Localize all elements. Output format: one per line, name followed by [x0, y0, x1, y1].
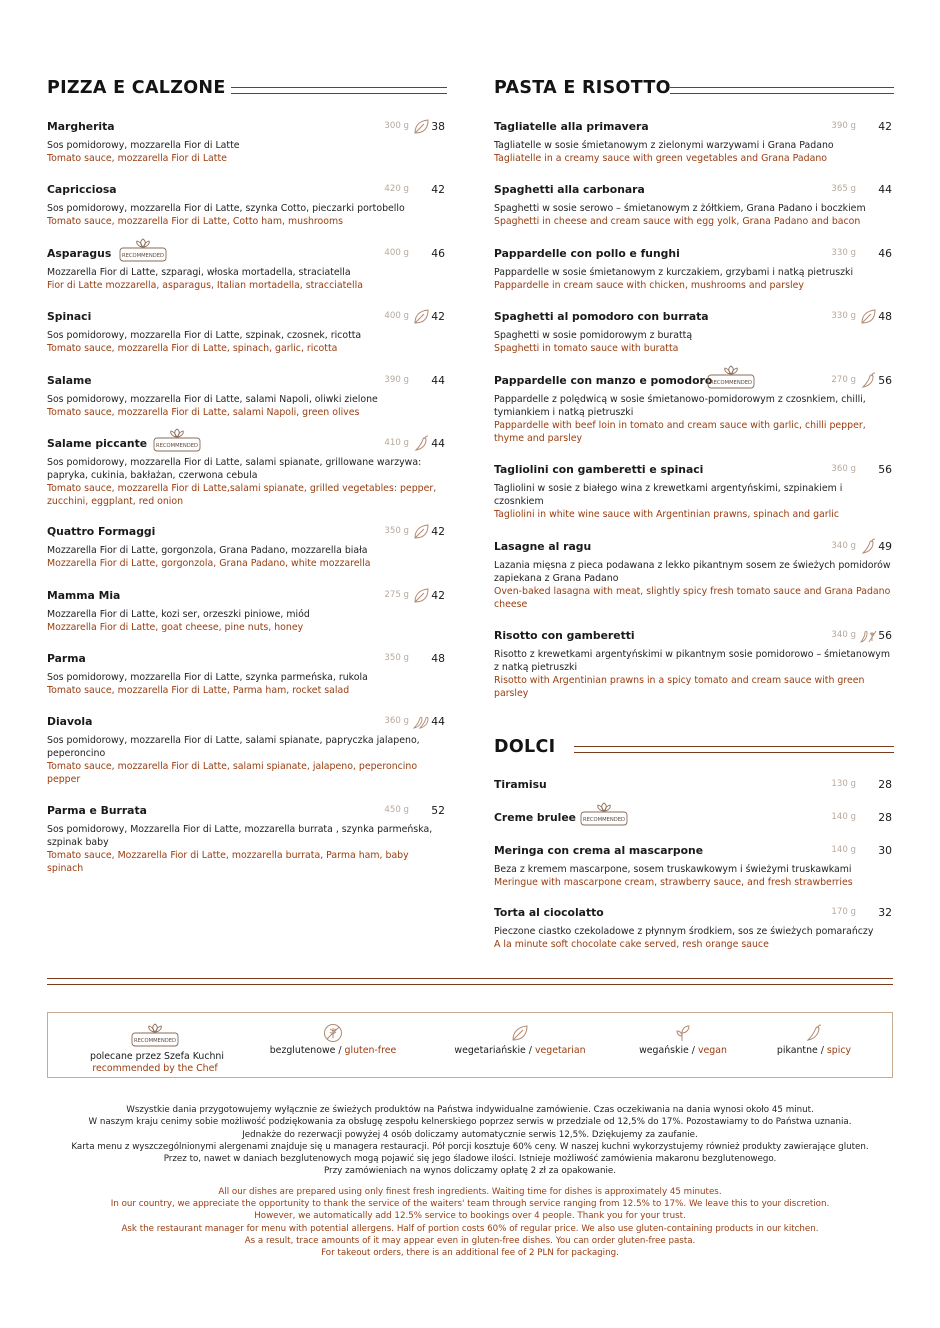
menu-item	[494, 778, 894, 794]
dish-description-pl: Sos pomidorowy, mozzarella Fior di Latte, salami spianate, grillowane warzywa: papryka, cukinia, bakłażan, czerwona cebula	[47, 457, 422, 481]
chili-pepper-icon	[860, 538, 877, 555]
dish-description-pl: Pappardelle z polędwicą w sosie śmietanowo-pomidorowym z czosnkiem, chilli, tymiankiem i natką pietruszki	[494, 394, 866, 418]
dish-description-en: Tomato sauce, mozzarella Fior di Latte, salami spianate, jalapeno, peperoncino pepper	[47, 761, 418, 785]
dish-price: 46	[878, 247, 892, 260]
pizza-section-title: PIZZA E CALZONE	[47, 78, 226, 98]
legend-spicy-pl: pikantne /	[776, 1045, 827, 1056]
dish-name: Spaghetti alla carbonara	[494, 183, 645, 196]
dish-name: Margherita	[47, 120, 115, 133]
menu-item	[47, 804, 447, 875]
dish-description-pl: Tagliatelle w sosie śmietanowym z zielonymi warzywami i Grana Padano	[494, 140, 834, 151]
legend-spicy	[764, 1023, 864, 1057]
notes-block	[30, 1104, 910, 1260]
note-pl-line: Przy zamówieniach na wynos doliczamy opłatę 2 zł za opakowanie.	[323, 1166, 617, 1177]
dish-price: 42	[431, 525, 445, 538]
menu-item	[47, 183, 447, 228]
dish-description-pl: Sos pomidorowy, Mozzarella Fior di Latte, mozzarella burrata , szynka parmeńska, szpinak baby	[47, 824, 433, 848]
note-en-line: In our country, we appreciate the opportunity to thank the service of the waiters' team through service ranging from 12.5% to 17%. We leave this to your discretion.	[110, 1199, 830, 1210]
vegetarian-leaf-icon	[413, 308, 430, 325]
dish-description-en: Pappardelle with beef loin in tomato and cream sauce with garlic, chilli pepper, thyme and parsley	[494, 420, 866, 444]
dish-weight: 365 g	[831, 184, 856, 194]
dish-description-en: Spaghetti in tomato sauce with buratta	[494, 343, 679, 354]
menu-item	[47, 374, 447, 419]
menu-item	[494, 310, 894, 355]
menu-item	[494, 906, 894, 951]
dish-name: Diavola	[47, 715, 93, 728]
dish-name: Meringa con crema al mascarpone	[494, 844, 704, 857]
dish-weight: 400 g	[384, 311, 409, 321]
vegetarian-leaf-icon	[860, 308, 877, 325]
dish-weight: 330 g	[831, 248, 856, 258]
dish-description-en: Tomato sauce, mozzarella Fior di Latte, spinach, garlic, ricotta	[47, 343, 338, 354]
menu-item	[47, 589, 447, 634]
pizza-section-header	[47, 78, 447, 108]
dish-description-en: Mozzarella Fior di Latte, goat cheese, pine nuts, honey	[47, 622, 304, 633]
svg-text:RECOMMENDED: RECOMMENDED	[156, 443, 198, 449]
dish-name: Pappardelle con pollo e funghi	[494, 247, 680, 260]
dish-weight: 330 g	[831, 311, 856, 321]
chili-pepper-icon	[804, 1023, 824, 1043]
menu-item	[494, 247, 894, 292]
dish-weight: 340 g	[831, 630, 856, 640]
legend-vegetarian-pl: wegetariańskie /	[454, 1045, 535, 1056]
double-chili-pepper-icon	[413, 713, 430, 730]
legend-vegetarian-en: vegetarian	[534, 1045, 586, 1056]
dish-description-en: Pappardelle in cream sauce with chicken, mushrooms and parsley	[494, 280, 804, 291]
menu-item	[494, 811, 894, 827]
dish-name: Capricciosa	[47, 183, 117, 196]
dish-description-en: Risotto with Argentinian prawns in a spicy tomato and cream sauce with green parsley	[494, 675, 865, 699]
dish-name: Quattro Formaggi	[47, 525, 156, 538]
legend-vegan-en: vegan	[697, 1045, 727, 1056]
menu-item	[494, 120, 894, 165]
dish-price: 44	[431, 715, 445, 728]
dish-price: 44	[431, 374, 445, 387]
dolci-section-header	[494, 737, 894, 767]
vegetarian-leaf-icon	[413, 587, 430, 604]
dish-weight: 340 g	[831, 541, 856, 551]
dish-weight: 130 g	[831, 779, 856, 789]
dish-name: Spinaci	[47, 310, 92, 323]
dish-name: Parma e Burrata	[47, 804, 147, 817]
svg-text:RECOMMENDED: RECOMMENDED	[710, 380, 752, 386]
menu-item	[494, 540, 894, 611]
dish-price: 42	[431, 310, 445, 323]
note-pl-line: W naszym kraju cenimy sobie możliwość podziękowania za obsługę zespołu kelnerskiego poprzez serwis w przedziale od 12,5% do 17%. Pozostawiamy to do Państwa uznania.	[88, 1117, 852, 1128]
dish-weight: 270 g	[831, 375, 856, 385]
dish-description-pl: Pieczone ciastko czekoladowe z płynnym środkiem, sos ze świeżych pomarańczy	[494, 926, 874, 937]
dish-description-en: Tomato sauce, mozzarella Fior di Latte	[47, 153, 227, 164]
dish-price: 56	[878, 629, 892, 642]
dish-price: 42	[431, 183, 445, 196]
dish-price: 56	[878, 463, 892, 476]
menu-item	[47, 715, 447, 786]
dish-description-en: Tomato sauce, Mozzarella Fior di Latte, mozzarella burrata, Parma ham, baby spinach	[47, 850, 409, 874]
dish-description-pl: Sos pomidorowy, mozzarella Fior di Latte, szpinak, czosnek, ricotta	[47, 330, 362, 341]
recommended-badge-icon	[707, 365, 755, 391]
dish-description-pl: Sos pomidorowy, mozzarella Fior di Latte	[47, 140, 240, 151]
dish-price: 44	[431, 437, 445, 450]
dish-weight: 360 g	[384, 716, 409, 726]
dish-description-pl: Sos pomidorowy, mozzarella Fior di Latte, salami Napoli, oliwki zielone	[47, 394, 378, 405]
dish-weight: 140 g	[831, 812, 856, 822]
dish-description-en: Mozzarella Fior di Latte, gorgonzola, Grana Padano, white mozzarella	[47, 558, 371, 569]
legend-gluten-free-en: gluten-free	[344, 1045, 397, 1056]
legend-spicy-en: spicy	[826, 1045, 852, 1056]
chili-pepper-icon	[413, 435, 430, 452]
dish-description-en: Meringue with mascarpone cream, strawberry sauce, and fresh strawberries	[494, 877, 853, 888]
gluten-free-icon	[323, 1023, 343, 1043]
dish-price: 46	[431, 247, 445, 260]
dish-name: Lasagne al ragu	[494, 540, 592, 553]
note-en-line: For takeout orders, there is an additional fee of 2 PLN for packaging.	[321, 1248, 619, 1259]
dish-description-en: Tomato sauce, mozzarella Fior di Latte, Parma ham, rocket salad	[47, 685, 350, 696]
dish-weight: 275 g	[384, 590, 409, 600]
dish-name: Risotto con gamberetti	[494, 629, 635, 642]
dolci-section-title: DOLCI	[494, 737, 556, 757]
dish-price: 48	[878, 310, 892, 323]
note-en-line: However, we automatically add 12.5% service to bookings over 4 people. Thank you for your trust.	[254, 1211, 686, 1222]
dish-description-en: Oven-baked lasagna with meat, slightly spicy fresh tomato sauce and Grana Padano cheese	[494, 586, 891, 610]
dish-description-pl: Pappardelle w sosie śmietanowym z kurczakiem, grzybami i natką pietruszki	[494, 267, 854, 278]
dish-description-en: Spaghetti in cheese and cream sauce with egg yolk, Grana Padano and bacon	[494, 216, 861, 227]
dish-price: 44	[878, 183, 892, 196]
menu-item	[47, 437, 447, 508]
recommended-badge-icon	[131, 1023, 179, 1049]
chili-pepper-icon	[860, 372, 877, 389]
dish-name: Tagliolini con gamberetti e spinaci	[494, 463, 704, 476]
dish-price: 56	[878, 374, 892, 387]
note-pl-line: Karta menu z wyszczególnionymi alergenami znajduje się u managera restauracji. Pół porcji kosztuje 60% ceny. W naszej kuchni wykorzystujemy również produkty zawierające gluten.	[71, 1141, 869, 1152]
legend-vegetarian	[450, 1023, 590, 1057]
pasta-section-title: PASTA E RISOTTO	[494, 78, 671, 98]
vegetarian-leaf-icon	[413, 523, 430, 540]
note-en-line: Ask the restaurant manager for menu with potential allergens. Half of portion costs 60% of regular price. We also use gluten-containing products in our kitchen.	[121, 1223, 819, 1234]
dish-description-en: Fior di Latte mozzarella, asparagus, Italian mortadella, stracciatella	[47, 280, 363, 291]
vegetarian-leaf-icon	[510, 1023, 530, 1043]
svg-text:RECOMMENDED: RECOMMENDED	[122, 253, 164, 259]
dish-description-pl: Mozzarella Fior di Latte, szparagi, włoska mortadella, straciatella	[47, 267, 351, 278]
dolci-title-rule	[574, 746, 894, 753]
dish-price: 52	[431, 804, 445, 817]
footer-rule	[47, 978, 893, 985]
legend-badge-label: RECOMMENDED	[134, 1038, 176, 1044]
dish-weight: 390 g	[831, 121, 856, 131]
legend-vegan	[628, 1023, 738, 1057]
dish-name: Spaghetti al pomodoro con burrata	[494, 310, 709, 323]
dish-weight: 140 g	[831, 845, 856, 855]
dish-name: Creme brulee	[494, 811, 576, 824]
vegetarian-leaf-icon	[413, 118, 430, 135]
recommended-badge-icon	[580, 802, 628, 828]
legend-gluten-free	[263, 1023, 403, 1057]
dish-name: Salame piccante	[47, 437, 148, 450]
dish-price: 49	[878, 540, 892, 553]
dish-price: 30	[878, 844, 892, 857]
dish-description-pl: Spaghetti w sosie pomidorowym z burattą	[494, 330, 693, 341]
dish-price: 48	[431, 652, 445, 665]
menu-item	[494, 374, 894, 445]
dish-name: Tiramisu	[494, 778, 547, 791]
menu-item	[494, 463, 894, 521]
menu-item	[47, 310, 447, 355]
dish-description-en: Tagliolini in white wine sauce with Argentinian prawns, spinach and garlic	[494, 509, 840, 520]
recommended-badge-icon	[119, 238, 167, 264]
note-pl-line: Wszystkie dania przygotowujemy wyłącznie ze świeżych produktów na Państwa indywidualne zamówienie. Czas oczekiwania na dania wynosi około 45 minut.	[126, 1105, 814, 1115]
svg-text:RECOMMENDED: RECOMMENDED	[583, 817, 625, 823]
dish-description-en: A la minute soft chocolate cake served, resh orange sauce	[494, 939, 769, 950]
pasta-section-header	[494, 78, 894, 108]
chili-and-gluten-free-icon	[860, 627, 877, 644]
vegan-sprout-icon	[673, 1023, 693, 1043]
dish-weight: 350 g	[384, 653, 409, 663]
dish-price: 32	[878, 906, 892, 919]
dish-description-pl: Spaghetti w sosie serowo – śmietanowym z żółtkiem, Grana Padano i boczkiem	[494, 203, 866, 214]
dish-description-pl: Sos pomidorowy, mozzarella Fior di Latte, szynka Cotto, pieczarki portobello	[47, 203, 405, 214]
dish-description-en: Tomato sauce, mozzarella Fior di Latte, Cotto ham, mushrooms	[47, 216, 344, 227]
dish-price: 38	[431, 120, 445, 133]
menu-item	[494, 183, 894, 228]
note-pl-line: Jednakże do rezerwacji powyżej 4 osób doliczamy automatycznie serwis 12,5%. Dziękujemy za zaufanie.	[242, 1129, 698, 1140]
dish-name: Pappardelle con manzo e pomodoro	[494, 374, 713, 387]
dish-description-en: Tagliatelle in a creamy sauce with green vegetables and Grana Padano	[494, 153, 827, 164]
menu-item	[47, 120, 447, 165]
dish-description-pl: Tagliolini w sosie z białego wina z krewetkami argentyńskimi, szpinakiem i czosnkiem	[494, 483, 843, 507]
dish-name: Parma	[47, 652, 86, 665]
dish-description-pl: Mozzarella Fior di Latte, kozi ser, orzeszki piniowe, miód	[47, 609, 310, 620]
legend-recommended-en: recommended by the Chef	[92, 1063, 218, 1074]
dish-description-pl: Beza z kremem mascarpone, sosem truskawkowym i świeżymi truskawkami	[494, 864, 852, 875]
menu-item	[47, 247, 447, 292]
menu-item	[494, 844, 894, 889]
dish-price: 28	[878, 778, 892, 791]
legend-recommended-pl: polecane przez Szefa Kuchni	[90, 1051, 224, 1062]
dish-price: 42	[431, 589, 445, 602]
menu-item	[47, 525, 447, 570]
note-en-line: All our dishes are prepared using only finest fresh ingredients. Waiting time for dishes is approximately 45 minutes.	[218, 1186, 722, 1197]
legend-box	[47, 1012, 893, 1078]
pasta-title-rule	[670, 87, 894, 94]
dish-weight: 420 g	[384, 184, 409, 194]
dish-description-pl: Mozzarella Fior di Latte, gorgonzola, Grana Padano, mozzarella biała	[47, 545, 368, 556]
pizza-title-rule	[231, 87, 447, 94]
dish-description-en: Tomato sauce, mozzarella Fior di Latte, salami Napoli, green olives	[47, 407, 360, 418]
dish-weight: 390 g	[384, 375, 409, 385]
dish-weight: 410 g	[384, 438, 409, 448]
dish-name: Tagliatelle alla primavera	[494, 120, 649, 133]
legend-vegan-pl: wegańskie /	[639, 1045, 698, 1056]
legend-recommended	[90, 1023, 224, 1075]
dish-name: Asparagus	[47, 247, 112, 260]
dish-description-en: Tomato sauce, mozzarella Fior di Latte,salami spianate, grilled vegetables: pepper, zucchini, eggplant, red onion	[47, 483, 437, 507]
dish-weight: 450 g	[384, 805, 409, 815]
dish-description-pl: Lazania mięsna z pieca podawana z lekko pikantnym sosem ze świeżych pomidorów zapiekana z Grana Padano	[494, 560, 891, 584]
dish-weight: 350 g	[384, 526, 409, 536]
dish-description-pl: Risotto z krewetkami argentyńskimi w pikantnym sosie pomidorowo – śmietanowym z natką pietruszki	[494, 649, 890, 673]
dish-description-pl: Sos pomidorowy, mozzarella Fior di Latte, szynka parmeńska, rukola	[47, 672, 368, 683]
dish-weight: 300 g	[384, 121, 409, 131]
dish-description-pl: Sos pomidorowy, mozzarella Fior di Latte, salami spianate, papryczka jalapeno, peperoncino	[47, 735, 420, 759]
dish-name: Torta al ciocolatto	[494, 906, 604, 919]
recommended-badge-icon	[153, 428, 201, 454]
dish-weight: 400 g	[384, 248, 409, 258]
dish-name: Salame	[47, 374, 92, 387]
note-pl-line: Przez to, nawet w daniach bezglutenowych mogą pojawić się jego śladowe ilości. Istnieje możliwość zamówienia makaronu bezglutenowego.	[163, 1154, 777, 1165]
dish-name: Mamma Mia	[47, 589, 121, 602]
menu-item	[47, 652, 447, 697]
note-en-line: As a result, trace amounts of it may appear even in gluten-free dishes. You can order gluten-free pasta.	[244, 1235, 696, 1246]
dish-price: 28	[878, 811, 892, 824]
dish-weight: 170 g	[831, 907, 856, 917]
legend-gluten-free-pl: bezglutenowe /	[269, 1045, 345, 1056]
dish-price: 42	[878, 120, 892, 133]
menu-item	[494, 629, 894, 700]
dish-weight: 360 g	[831, 464, 856, 474]
